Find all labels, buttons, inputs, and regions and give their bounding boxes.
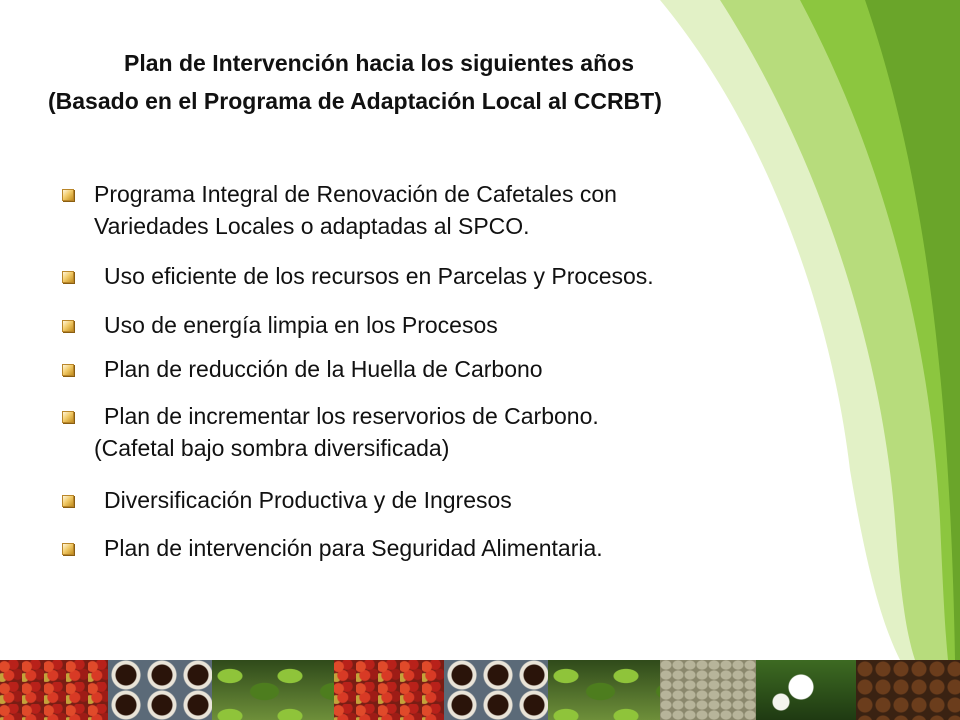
coffee-cups-photo	[444, 660, 548, 720]
bullet-text: Uso de energía limpia en los Procesos	[104, 312, 498, 338]
bullet-text: Programa Integral de Renovación de Cafetales con	[94, 181, 617, 207]
soil-seedbed-photo	[856, 660, 960, 720]
coffee-leaves-photo	[212, 660, 334, 720]
bullet-item	[62, 178, 882, 242]
square-bullet-icon	[62, 320, 74, 332]
square-bullet-icon	[62, 495, 74, 507]
slide-title: Plan de Intervención hacia los siguientes años	[124, 50, 634, 76]
square-bullet-icon	[62, 364, 74, 376]
bullet-text-continued: (Cafetal bajo sombra diversificada)	[94, 435, 450, 461]
green-beans-photo	[660, 660, 756, 720]
bullet-text: Plan de intervención para Seguridad Alimentaria.	[104, 535, 603, 561]
coffee-flower-photo	[756, 660, 856, 720]
coffee-cherries-photo	[334, 660, 444, 720]
bullet-item	[62, 260, 882, 292]
bullet-item	[62, 532, 882, 564]
square-bullet-icon	[62, 543, 74, 555]
square-bullet-icon	[62, 411, 74, 423]
bullet-text: Uso eficiente de los recursos en Parcelas y Procesos.	[104, 263, 654, 289]
bullet-item	[62, 353, 882, 385]
bullet-item	[62, 484, 882, 516]
photo-strip	[0, 660, 960, 720]
coffee-leaves-photo	[548, 660, 660, 720]
coffee-cups-photo	[108, 660, 212, 720]
bullet-text: Diversificación Productiva y de Ingresos	[104, 487, 512, 513]
bullet-text-continued: Variedades Locales o adaptadas al SPCO.	[94, 213, 530, 239]
coffee-cherries-photo	[0, 660, 108, 720]
square-bullet-icon	[62, 271, 74, 283]
bullet-text: Plan de reducción de la Huella de Carbono	[104, 356, 543, 382]
square-bullet-icon	[62, 189, 74, 201]
bullet-item	[62, 400, 882, 464]
slide-subtitle: (Basado en el Programa de Adaptación Local al CCRBT)	[48, 88, 662, 114]
bullet-item	[62, 309, 882, 341]
bullet-text: Plan de incrementar los reservorios de Carbono.	[104, 403, 599, 429]
